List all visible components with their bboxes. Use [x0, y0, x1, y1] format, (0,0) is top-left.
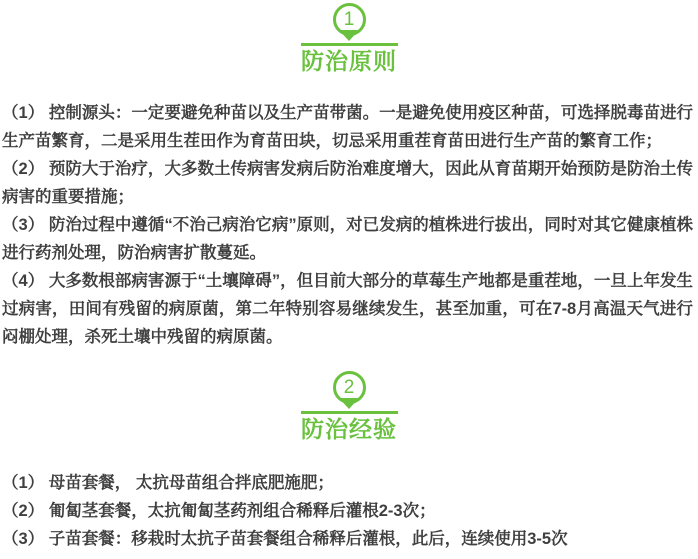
paragraph-prevention-first: （2） 预防大于治疗，大多数土传病害发病后防治难度增大，因此从育苗期开始预防是防治土传病害的重要措施； [2, 160, 693, 206]
section-title: 防治原则 [301, 48, 397, 74]
section-number: 2 [343, 377, 355, 398]
title-rule [301, 43, 398, 46]
item-daughter-seedling: （3） 子苗套餐：移栽时太抗子苗套餐组合稀释后灌根，此后，连续使用3-5次 [2, 530, 568, 548]
paragraph-control-source: （1） 控制源头：一定要避免种苗以及生产苗带菌。一是避免使用疫区种苗，可选择脱毒苗进行生产苗繁育，二是采用生茬田作为育苗田块，切忌采用重茬育苗田进行生产苗的繁育工作； [2, 104, 693, 150]
section-2-paragraphs [0, 469, 698, 553]
title-rule [301, 411, 398, 414]
section-2-number-pin [333, 371, 366, 409]
section-number: 1 [343, 9, 355, 30]
item-runner-stem: （2） 匍匐茎套餐，太抗匍匐茎药剂组合稀释后灌根2-3次； [2, 502, 436, 520]
section-2-header [0, 351, 698, 441]
paragraph-soil-obstacle: （4） 大多数根部病害源于“土壤障碍”，但目前大部分的草莓生产地都是重茬地，一旦上年发生过病害，田间有残留的病原菌，第二年特别容易继续发生，甚至加重，可在7-8月高温天气进行闷棚处理，杀死土壤中残留的病原菌。 [2, 272, 693, 346]
section-title: 防治经验 [301, 416, 397, 442]
section-1-paragraphs [0, 99, 698, 351]
section-1-number-pin [333, 3, 366, 41]
item-mother-seedling: （1） 母苗套餐， 太抗母苗组合拌底肥施肥； [2, 474, 334, 492]
section-1-header [0, 0, 698, 73]
pin-tail-icon [339, 30, 359, 41]
pin-tail-icon [339, 398, 359, 409]
paragraph-treatment-principle: （3） 防治过程中遵循“不治己病治它病”原则，对已发病的植株进行拔出，同时对其它健康植株进行药剂处理，防治病害扩散蔓延。 [2, 216, 693, 262]
